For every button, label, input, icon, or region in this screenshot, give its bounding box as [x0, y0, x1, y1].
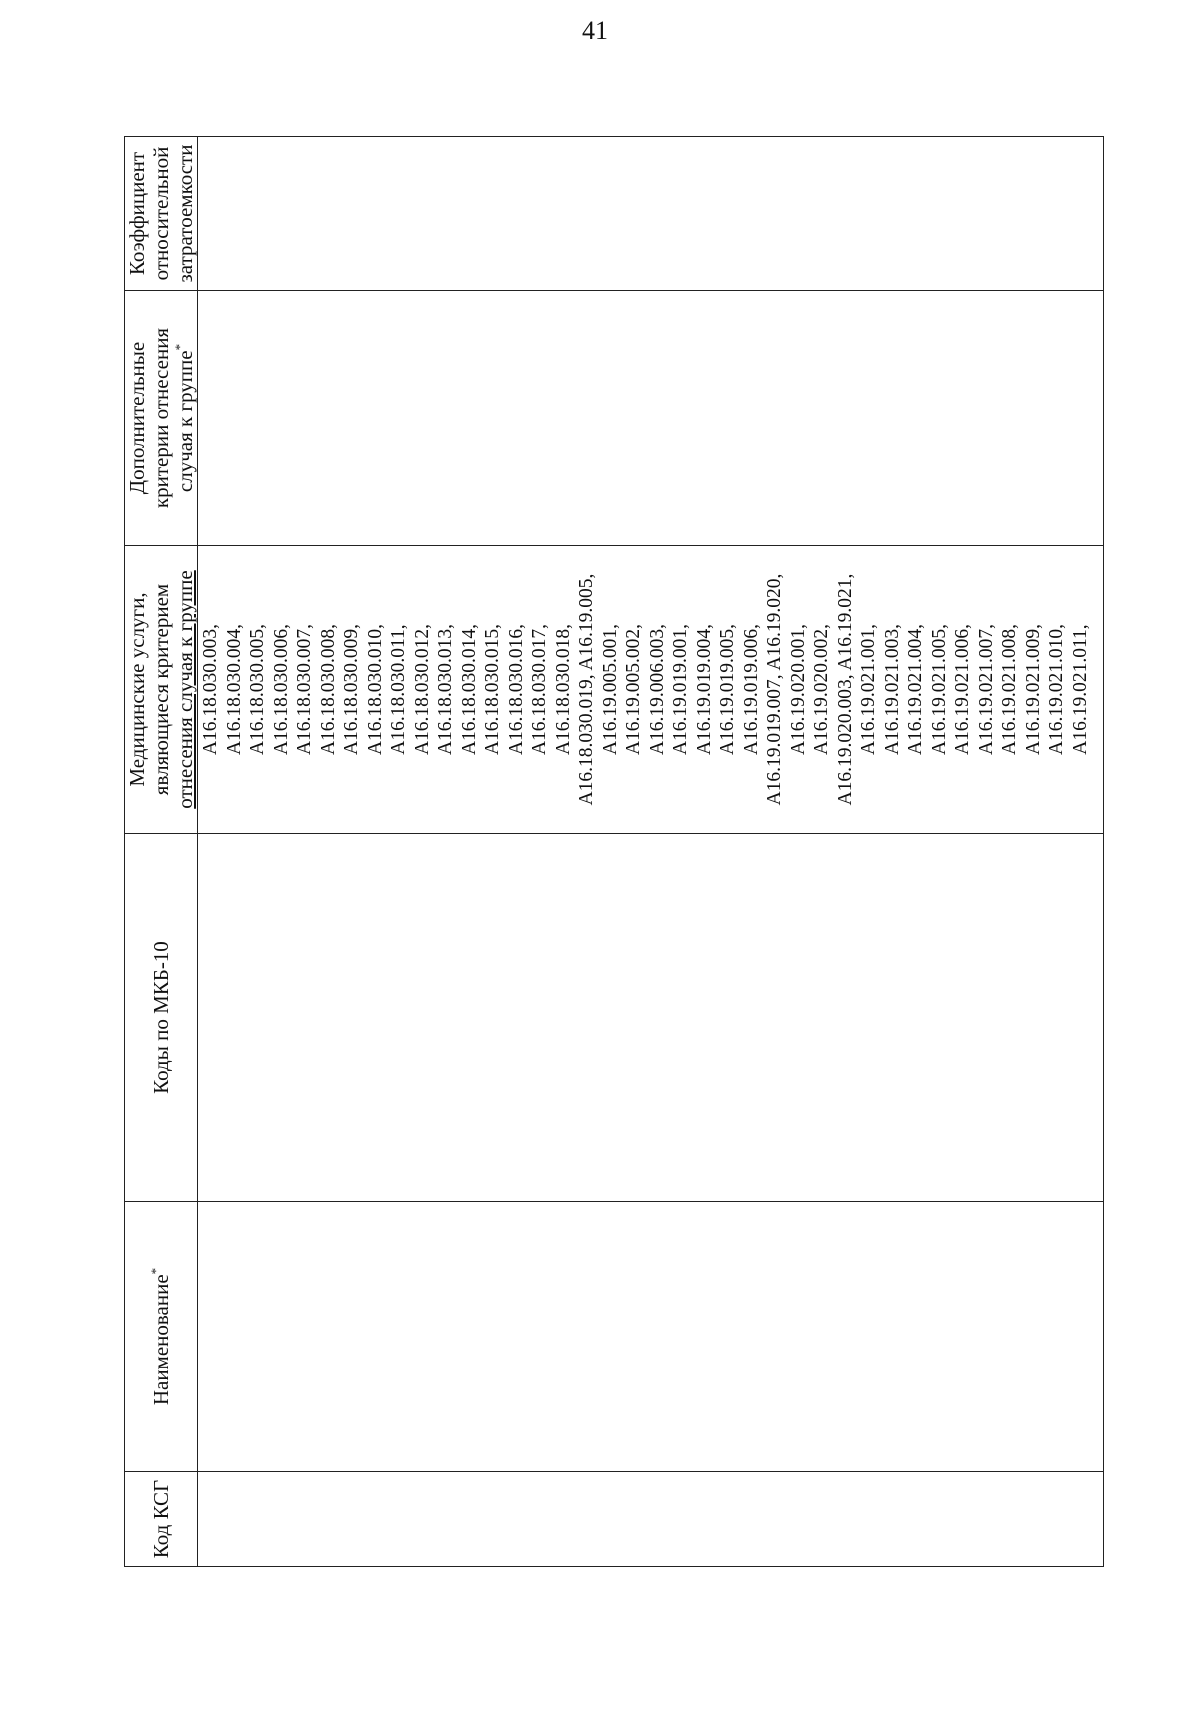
service-code-item: A16.19.021.009, — [1022, 623, 1044, 756]
service-code-item: A16.18.030.017, — [529, 623, 550, 756]
cell-mkb-codes — [198, 834, 1104, 1202]
service-code-item: A16.18.030.019, A16.19.005, — [576, 573, 597, 806]
service-code-item: A16.19.020.003, A16.19.021, — [834, 573, 856, 806]
header-additional-criteria-line3: случая к группе — [173, 350, 197, 493]
service-code-item: A16.18.030.010, — [364, 623, 386, 756]
header-criteria-footnote: * — [172, 343, 187, 351]
service-code-item: A16.18.030.018, — [552, 623, 574, 756]
cell-additional-criteria — [198, 291, 1104, 546]
header-additional-criteria-line3-wrap — [173, 291, 197, 545]
service-code-item: A16.19.005.002, — [623, 623, 644, 756]
service-code-item: A16.19.021.005, — [928, 623, 950, 756]
page-number: 41 — [582, 16, 608, 45]
header-medical-services — [125, 546, 198, 834]
service-code-item: A16.19.021.007, — [975, 623, 997, 756]
service-code-item: A16.19.005.001, — [599, 623, 621, 756]
service-code-item: A16.19.019.004, — [693, 623, 715, 756]
header-medical-services-line1: Медицинские услуги, — [125, 592, 149, 787]
header-coefficient — [125, 137, 198, 291]
cell-medical-services — [198, 546, 1104, 834]
header-name-footnote: * — [148, 1267, 163, 1275]
service-code-item: A16.19.021.004, — [905, 623, 926, 756]
header-ksg-code-text: Код КСГ — [149, 1479, 173, 1559]
header-mkb-codes — [125, 834, 198, 1202]
service-code-item: A16.18.030.013, — [435, 623, 456, 756]
service-code-item: A16.18.030.005, — [247, 623, 268, 756]
service-code-item: A16.19.021.010, — [1046, 623, 1067, 756]
service-code-item: A16.18.030.008, — [317, 623, 339, 756]
header-coefficient-line3: затратоемкости — [173, 144, 197, 283]
service-code-item: A16.18.030.012, — [411, 623, 433, 756]
header-additional-criteria — [125, 291, 198, 546]
service-code-item: A16.18.030.014, — [458, 623, 480, 756]
medical-services-list — [198, 546, 1092, 833]
service-code-item: A16.18.030.009, — [341, 623, 362, 756]
cell-name — [198, 1202, 1104, 1472]
header-medical-services-line3: отнесения случая к группе — [173, 570, 197, 809]
header-coefficient-line2: относительной — [149, 146, 173, 281]
table-row — [198, 137, 1104, 1567]
service-code-item: A16.18.030.006, — [270, 623, 292, 756]
service-code-item: A16.19.020.001, — [787, 623, 809, 756]
cell-ksg-code — [198, 1472, 1104, 1567]
service-code-item: A16.19.006.003, — [646, 623, 668, 756]
service-code-item: A16.19.021.011, — [1069, 624, 1091, 755]
service-code-item: A16.18.030.016, — [505, 623, 527, 756]
service-code-item: A16.19.020.002, — [811, 623, 832, 756]
service-code-item: A16.18.030.015, — [482, 623, 503, 756]
header-name — [125, 1202, 198, 1472]
service-code-item: A16.19.021.003, — [881, 623, 903, 756]
header-medical-services-line2: являющиеся критерием — [149, 583, 173, 796]
service-code-item: A16.19.019.007, A16.19.020, — [764, 573, 785, 806]
service-code-item: A16.18.030.004, — [223, 623, 245, 756]
service-code-item: A16.19.019.006, — [740, 623, 762, 756]
service-code-item: A16.19.021.001, — [858, 623, 879, 756]
service-code-item: A16.19.021.006, — [952, 623, 973, 756]
header-additional-criteria-line2: критерии отнесения — [149, 327, 173, 509]
service-code-item: A16.19.019.001, — [670, 623, 691, 756]
header-coefficient-line1: Коэффициент — [125, 151, 149, 276]
header-additional-criteria-line1: Дополнительные — [125, 341, 149, 495]
ksg-table — [124, 136, 1104, 1567]
service-code-item: A16.18.030.003, — [200, 623, 221, 756]
cell-coefficient — [198, 137, 1104, 291]
service-code-item: A16.18.030.011, — [388, 624, 409, 755]
service-code-item: A16.19.019.005, — [717, 623, 738, 756]
table-header-row — [125, 137, 198, 1567]
header-name-text: Наименование — [149, 1274, 173, 1406]
service-code-item: A16.18.030.007, — [294, 623, 315, 756]
header-mkb-codes-text: Коды по МКБ-10 — [149, 941, 173, 1094]
rotated-table-container — [124, 137, 1104, 1567]
service-code-item: A16.19.021.008, — [999, 623, 1020, 756]
header-ksg-code — [125, 1472, 198, 1567]
